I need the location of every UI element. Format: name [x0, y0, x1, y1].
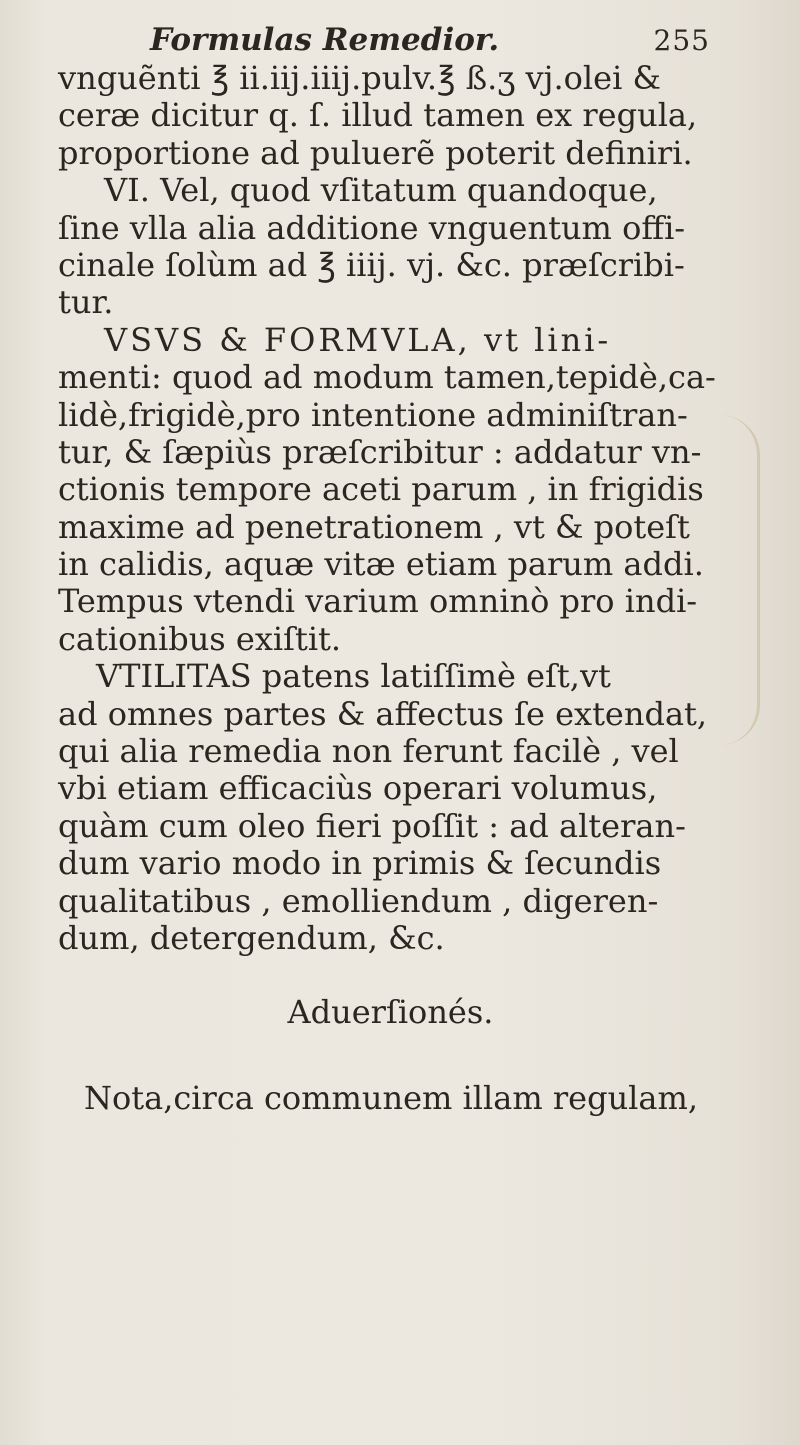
- text-line: quàm cum oleo fieri poſſit : ad alteran-: [58, 806, 686, 845]
- running-header: [150, 22, 710, 62]
- text-line: dum vario modo in primis & ſecundis: [58, 844, 662, 883]
- text-line: cationibus exiſtit.: [58, 619, 342, 658]
- section-heading: Aduerſionés.: [287, 993, 494, 1032]
- text-line: tur.: [58, 283, 114, 322]
- text-line: ceræ dicitur q. ſ. illud tamen ex regula,: [58, 96, 698, 135]
- text-line: vbi etiam efficaciùs operari volumus,: [58, 769, 658, 808]
- text-line: proportione ad puluerẽ poterit definiri.: [58, 133, 693, 172]
- text-line: qualitatibus , emolliendum , digeren-: [58, 881, 659, 920]
- page-number: 255: [653, 24, 710, 57]
- text-line: dum, detergendum, &c.: [58, 918, 445, 957]
- running-title: Formulas Remedior.: [150, 22, 500, 58]
- text-line: VI. Vel, quod vſitatum quandoque,: [104, 171, 658, 210]
- text-line: ad omnes partes & affectus ſe extendat,: [58, 694, 708, 733]
- text-line: VTILITAS patens latiſſimè eſt,vt: [96, 657, 611, 696]
- text-line: Tempus vtendi varium omninò pro indi-: [58, 582, 698, 621]
- text-line: menti: quod ad modum tamen,tepidè,ca-: [58, 358, 716, 397]
- text-line: ſine vlla alia additione vnguentum offi-: [58, 208, 686, 247]
- text-line: maxime ad penetrationem , vt & poteſt: [58, 507, 690, 546]
- body-text: [58, 60, 723, 1117]
- catchword-line: Nota,circa communem illam regulam,: [84, 1078, 698, 1117]
- text-line: in calidis, aquæ vitæ etiam parum addi.: [58, 545, 704, 584]
- text-line: cinale ſolùm ad ℥ iiij. vj. &c. præſcribi-: [58, 245, 685, 284]
- paper-stain: [717, 415, 760, 745]
- text-line: vnguẽnti ℥ ii.iij.iiij.pulv.℥ ß.ʒ vj.olei &: [58, 59, 661, 97]
- text-line: lidè,frigidè,pro intentione adminiſtran-: [58, 395, 688, 434]
- text-line: tur, & ſæpiùs præſcribitur : addatur vn-: [58, 432, 702, 471]
- spacer: [58, 1032, 723, 1080]
- text-line: ctionis tempore aceti parum , in frigidis: [58, 470, 704, 509]
- text-line: qui alia remedia non ferunt facilè , vel: [58, 732, 679, 771]
- text-line: VSVS & FORMVLA, vt lini-: [104, 320, 612, 359]
